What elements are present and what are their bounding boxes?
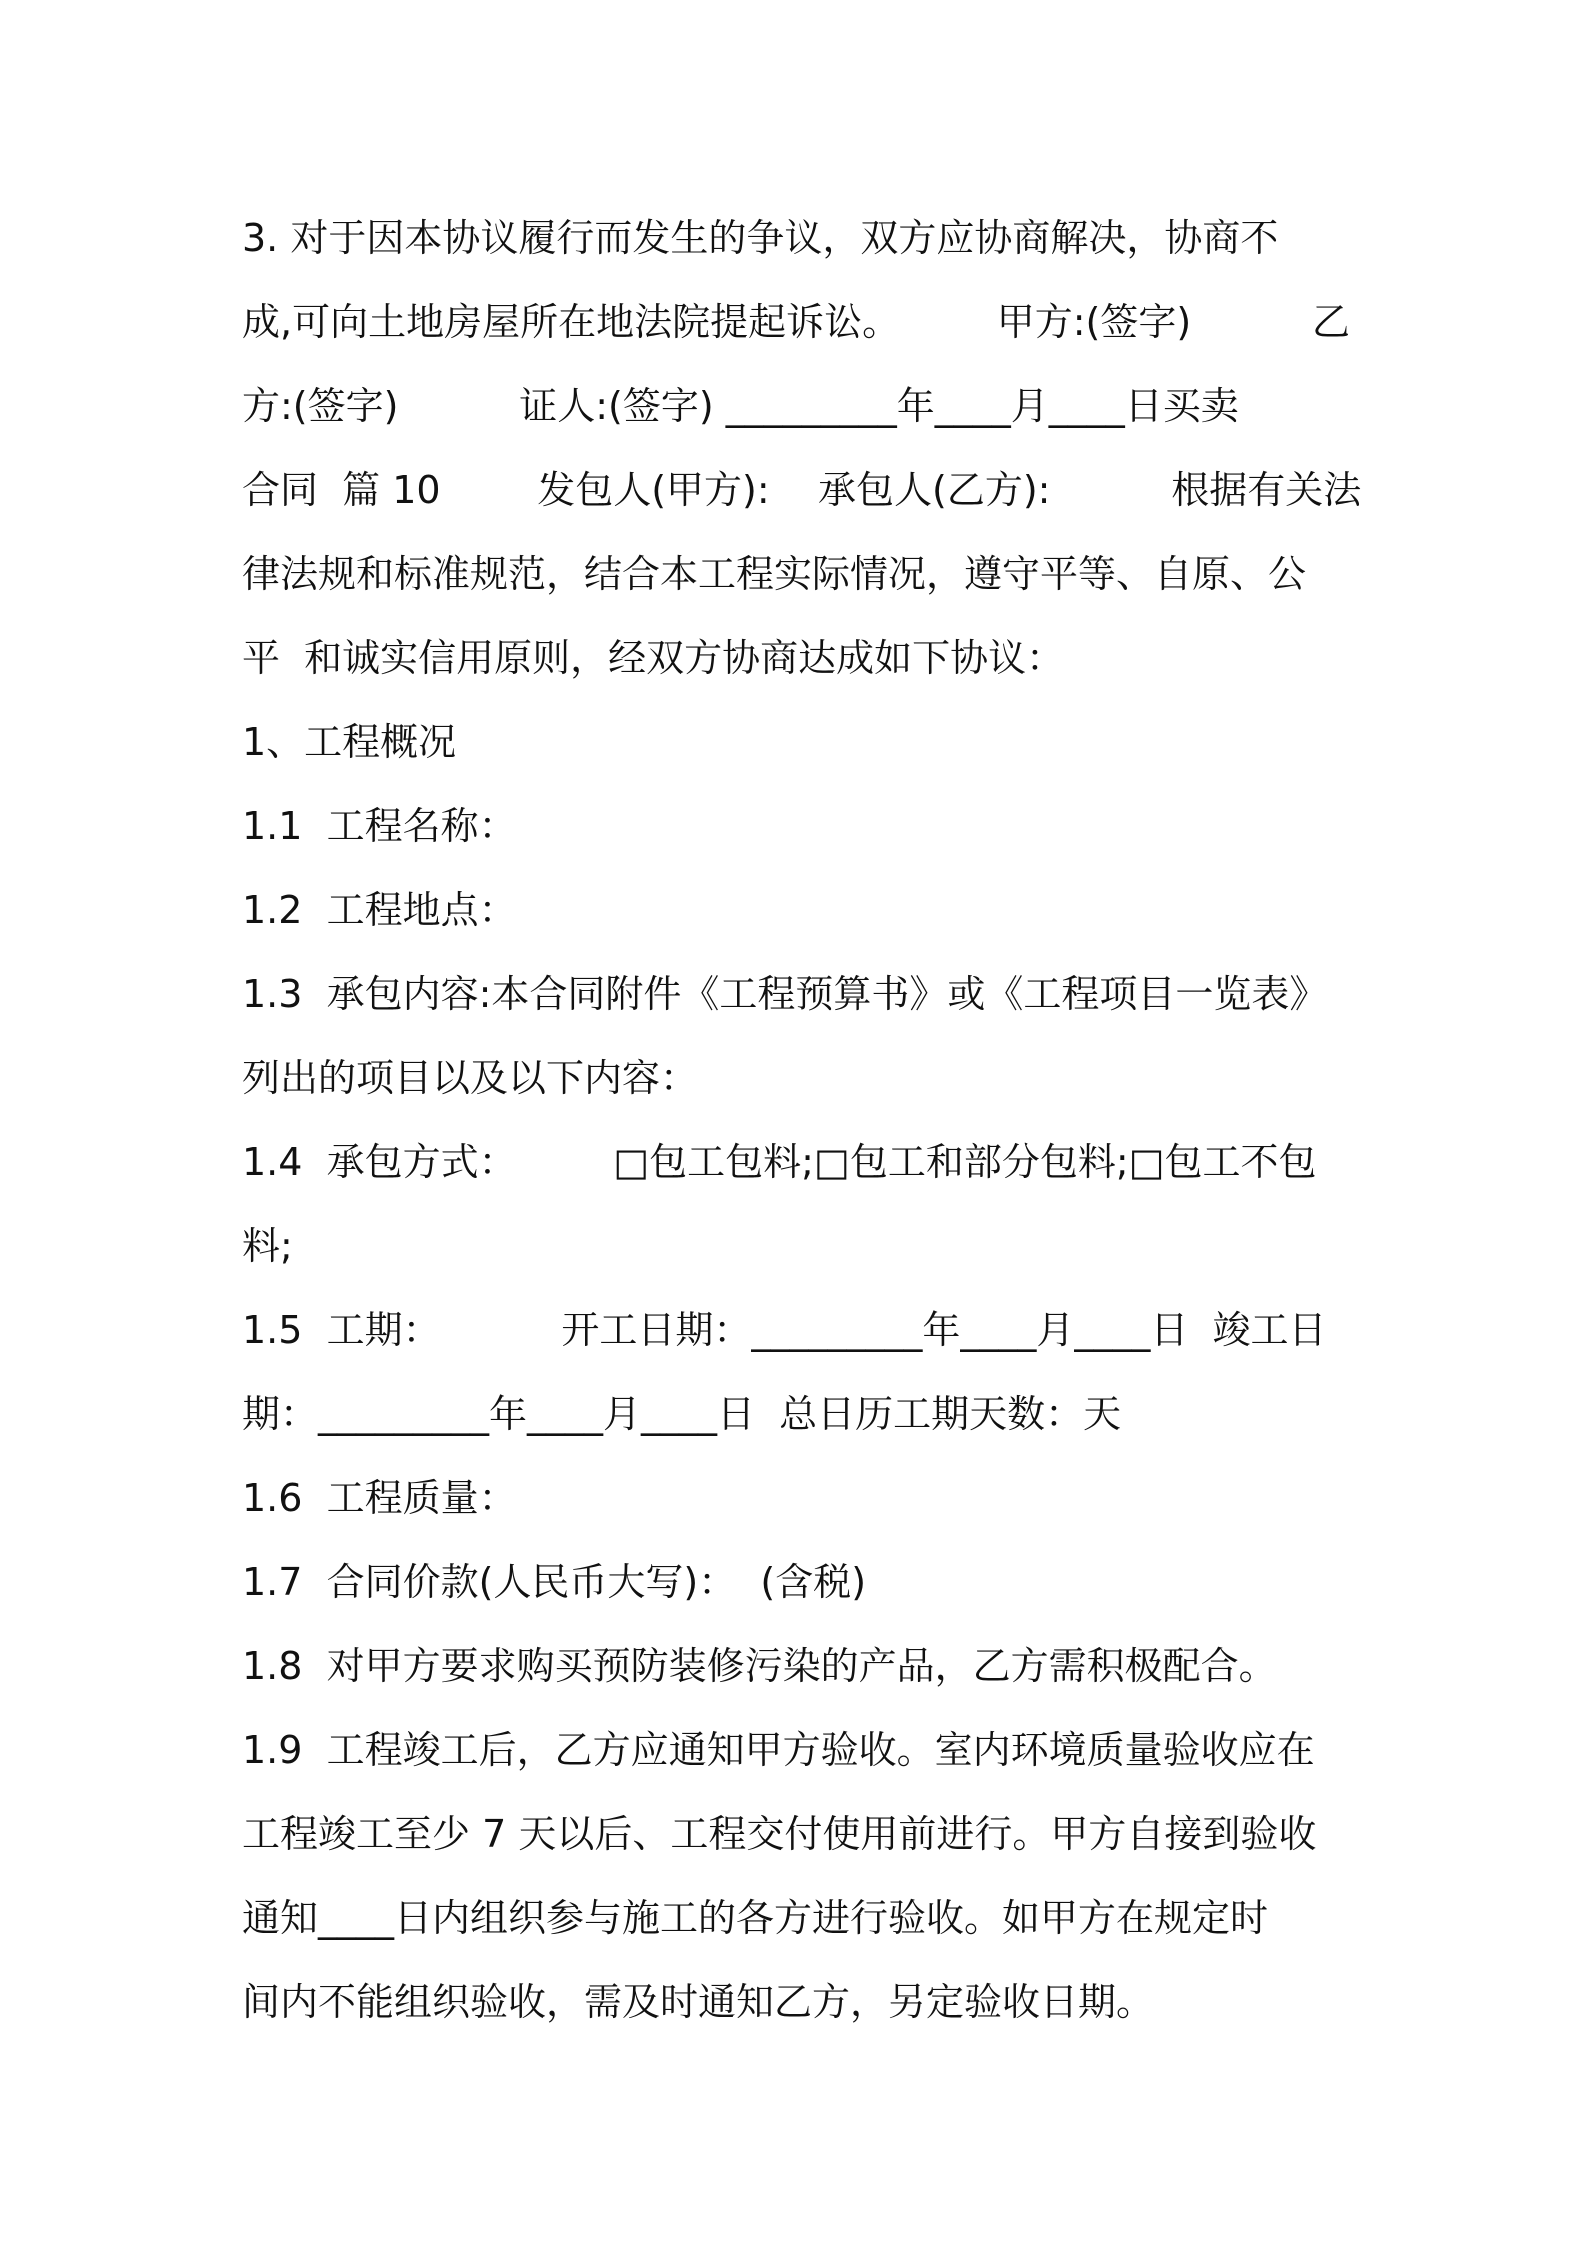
- text-line-6: 平 和诚实信用原则，经双方协商达成如下协议：: [242, 636, 1065, 680]
- item-1-3-continued: 列出的项目以及以下内容：: [242, 1056, 699, 1100]
- text-line-5: 律法规和标准规范，结合本工程实际情况，遵守平等、自原、公: [242, 552, 1307, 596]
- item-1-9-continued-1: 工程竣工至少 7 天以后、工程交付使用前进行。甲方自接到验收: [242, 1812, 1317, 1856]
- item-1-1-project-name: 1.1 工程名称：: [242, 804, 517, 848]
- item-1-6-quality: 1.6 工程质量：: [242, 1476, 517, 1520]
- item-1-7-contract-price: 1.7 合同价款(人民币大写)： (含税): [242, 1560, 867, 1604]
- document-body: [242, 196, 1362, 2044]
- item-1-8-pollution-products: 1.8 对甲方要求购买预防装修污染的产品，乙方需积极配合。: [242, 1644, 1277, 1688]
- text-line-4: 合同 篇 10 发包人(甲方): 承包人(乙方): 根据有关法: [242, 468, 1362, 512]
- item-1-3-contract-scope: 1.3 承包内容:本合同附件《工程预算书》或《工程项目一览表》: [242, 972, 1328, 1016]
- section-heading-project-overview: 1、工程概况: [242, 720, 457, 764]
- item-1-4-continued: 料;: [242, 1224, 293, 1268]
- item-1-5-schedule: 1.5 工期： 开工日期：_________年____月____日 竣工日: [242, 1308, 1327, 1352]
- text-line-1: 3. 对于因本协议履行而发生的争议，双方应协商解决，协商不: [242, 216, 1279, 260]
- text-line-3: 方:(签字) 证人:(签字) _________年____月____日买卖: [242, 384, 1239, 428]
- item-1-4-contract-method: 1.4 承包方式： □包工包料;□包工和部分包料;□包工不包: [242, 1140, 1317, 1184]
- item-1-2-project-location: 1.2 工程地点：: [242, 888, 517, 932]
- item-1-9-acceptance: 1.9 工程竣工后，乙方应通知甲方验收。室内环境质量验收应在: [242, 1728, 1315, 1772]
- item-1-5-continued: 期：_________年____月____日 总日历工期天数：天: [242, 1392, 1122, 1436]
- text-line-2: 成,可向土地房屋所在地法院提起诉讼。 甲方:(签字) 乙: [242, 300, 1350, 344]
- item-1-9-continued-2: 通知____日内组织参与施工的各方进行验收。如甲方在规定时: [242, 1896, 1269, 1940]
- item-1-9-continued-3: 间内不能组织验收，需及时通知乙方，另定验收日期。: [242, 1980, 1155, 2024]
